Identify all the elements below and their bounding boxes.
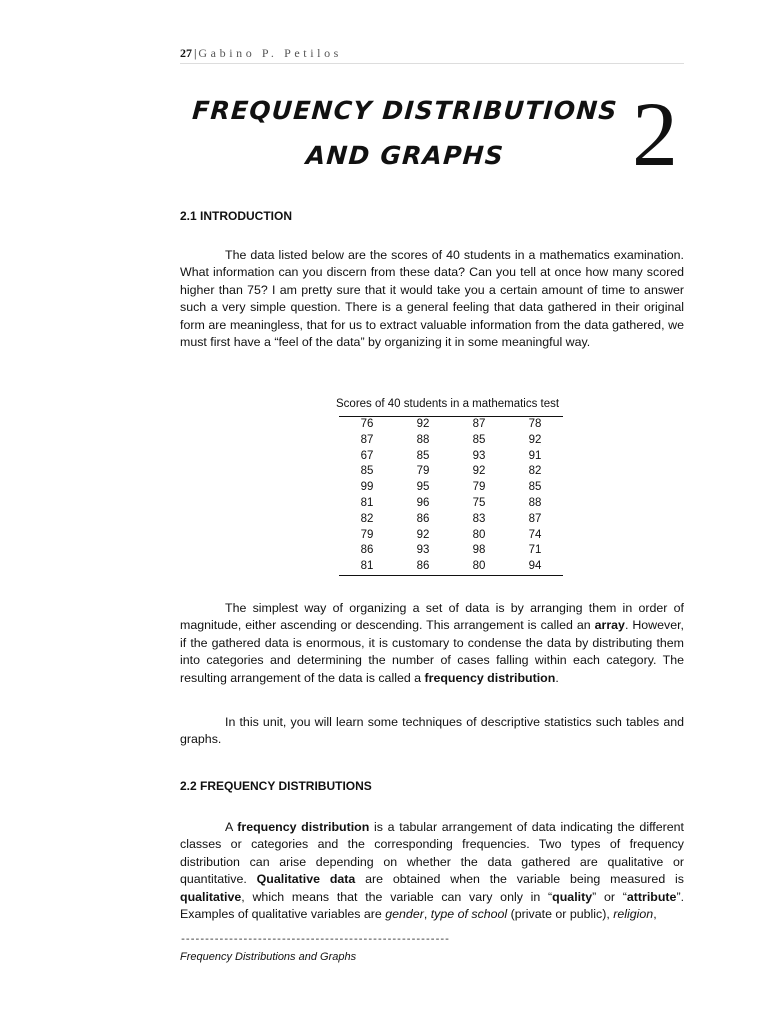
table-cell: 81 (360, 496, 374, 509)
table-cell: 93 (472, 449, 486, 462)
table-cell: 71 (528, 544, 542, 557)
freq-text-3: are obtained when the variable being measured is (355, 872, 684, 887)
freq-text-7: , (423, 907, 431, 922)
table-cell: 95 (416, 481, 430, 494)
table-cell: 87 (528, 512, 542, 525)
section-heading-introduction: 2.1 INTRODUCTION (180, 209, 293, 223)
unit-paragraph-text: In this unit, you will learn some techniques of descriptive statistics such tables and graphs. (180, 715, 684, 747)
term-quality: quality (552, 889, 593, 904)
scores-table-block (336, 396, 566, 576)
example-gender: gender (385, 907, 424, 922)
frequency-paragraph (180, 819, 684, 923)
scores-table (339, 416, 563, 576)
table-cell: 88 (416, 433, 430, 446)
table-cell: 86 (416, 560, 430, 573)
table-cell: 76 (360, 418, 374, 430)
table-cell: 85 (472, 433, 486, 446)
freq-text-6: ”. Examples of qualitative variables are (180, 889, 685, 922)
table-cell: 67 (360, 449, 374, 462)
table-cell: 85 (416, 449, 430, 462)
table-cell: 80 (472, 528, 486, 541)
intro-paragraph (180, 247, 684, 351)
table-row (339, 559, 563, 575)
freq-text-9: , (653, 907, 657, 922)
footer-text: Frequency Distributions and Graphs (180, 951, 357, 963)
table-cell: 82 (360, 512, 374, 525)
table-cell: 91 (528, 449, 542, 462)
table-caption: Scores of 40 students in a mathematics test (336, 398, 560, 410)
table-cell: 86 (360, 544, 374, 557)
term-array: array (594, 618, 625, 633)
freq-text-5: ” or “ (592, 889, 627, 904)
table-row (339, 417, 563, 433)
table-cell: 92 (472, 465, 486, 478)
table-cell: 86 (416, 512, 430, 525)
header-separator: | (194, 46, 197, 60)
table-cell: 85 (528, 481, 542, 494)
table-cell: 79 (416, 465, 430, 478)
table-cell: 94 (528, 560, 542, 573)
table-cell: 83 (472, 512, 486, 525)
array-paragraph (180, 600, 684, 687)
freq-text-1: A (225, 820, 238, 834)
table-cell: 99 (360, 481, 374, 494)
term-attribute: attribute (626, 889, 677, 904)
table-cell: 87 (472, 418, 486, 430)
footer-rule: -------------------------------------------------------- (180, 935, 449, 946)
running-header (180, 46, 684, 64)
table-cell: 87 (360, 433, 374, 446)
example-type-of-school: type of school (430, 907, 508, 922)
table-row (339, 480, 563, 496)
term-qualitative: qualitative (180, 889, 242, 904)
table-row (339, 449, 563, 465)
table-cell: 79 (360, 528, 374, 541)
header-author: Gabino P. Petilos (198, 46, 342, 60)
table-cell: 92 (528, 433, 542, 446)
table-cell: 74 (528, 528, 542, 541)
term-frequency-distribution: frequency distribution (424, 670, 556, 685)
array-paragraph-text-2: . However, if the gathered data is enormous, it is customary to condense the data by distributing them into categories and determining the number of cases falling within each category. The resulting arrangement of the data is called a (180, 618, 684, 685)
table-cell: 82 (528, 465, 542, 478)
table-cell: 80 (472, 560, 486, 573)
table-row (339, 543, 563, 559)
table-cell: 85 (360, 465, 374, 478)
intro-paragraph-text: The data listed below are the scores of 40 students in a mathematics examination. What information can you discern from these data? Can you tell at once how many scored higher than 75? I am pretty sure that it would take you a certain amount of time to answer such a very simple question. There is a general feeling that data gathered in their original form are meaningless, that for us to extract valuable information from the data gathered, we must first have a “feel of the data” by organizing it in some meaningful way. (180, 248, 684, 350)
freq-text-8: (private or public), (507, 907, 614, 922)
term-frequency-distribution-def: frequency distribution (237, 820, 370, 834)
table-cell: 93 (416, 544, 430, 557)
table-cell: 75 (472, 496, 486, 509)
freq-text-2: is a tabular arrangement of data indicating the different classes or categories and the corresponding frequencies. Two types of frequency distribution can arise depending on whether the data gathered are qualitative or quantitative. (180, 820, 684, 887)
table-row (339, 433, 563, 449)
table-row (339, 496, 563, 512)
array-paragraph-text-1: The simplest way of organizing a set of data is by arranging them in order of magnitude, either ascending or descending. This arrangement is called an (180, 601, 684, 633)
table-row (339, 464, 563, 480)
table-cell: 92 (416, 528, 430, 541)
table-row (339, 512, 563, 528)
chapter-title-line-1: FREQUENCY DISTRIBUTIONS (191, 96, 619, 125)
table-cell: 81 (360, 560, 374, 573)
table-cell: 92 (416, 418, 430, 430)
chapter-title-line-2: AND GRAPHS (304, 141, 506, 170)
table-cell: 78 (528, 418, 542, 430)
freq-text-4: , which means that the variable can vary only in “ (241, 889, 553, 904)
example-religion: religion (613, 907, 654, 922)
table-row (339, 528, 563, 544)
array-paragraph-text-3: . (555, 670, 559, 685)
table-cell: 79 (472, 481, 486, 494)
table-cell: 96 (416, 496, 430, 509)
section-heading-frequency-distributions: 2.2 FREQUENCY DISTRIBUTIONS (180, 779, 372, 793)
chapter-title (180, 88, 630, 178)
chapter-number: 2 (632, 83, 678, 185)
term-qualitative-data: Qualitative data (256, 872, 356, 887)
table-cell: 88 (528, 496, 542, 509)
page-number: 27 (180, 46, 192, 60)
table-cell: 98 (472, 544, 486, 557)
unit-paragraph (180, 714, 684, 749)
